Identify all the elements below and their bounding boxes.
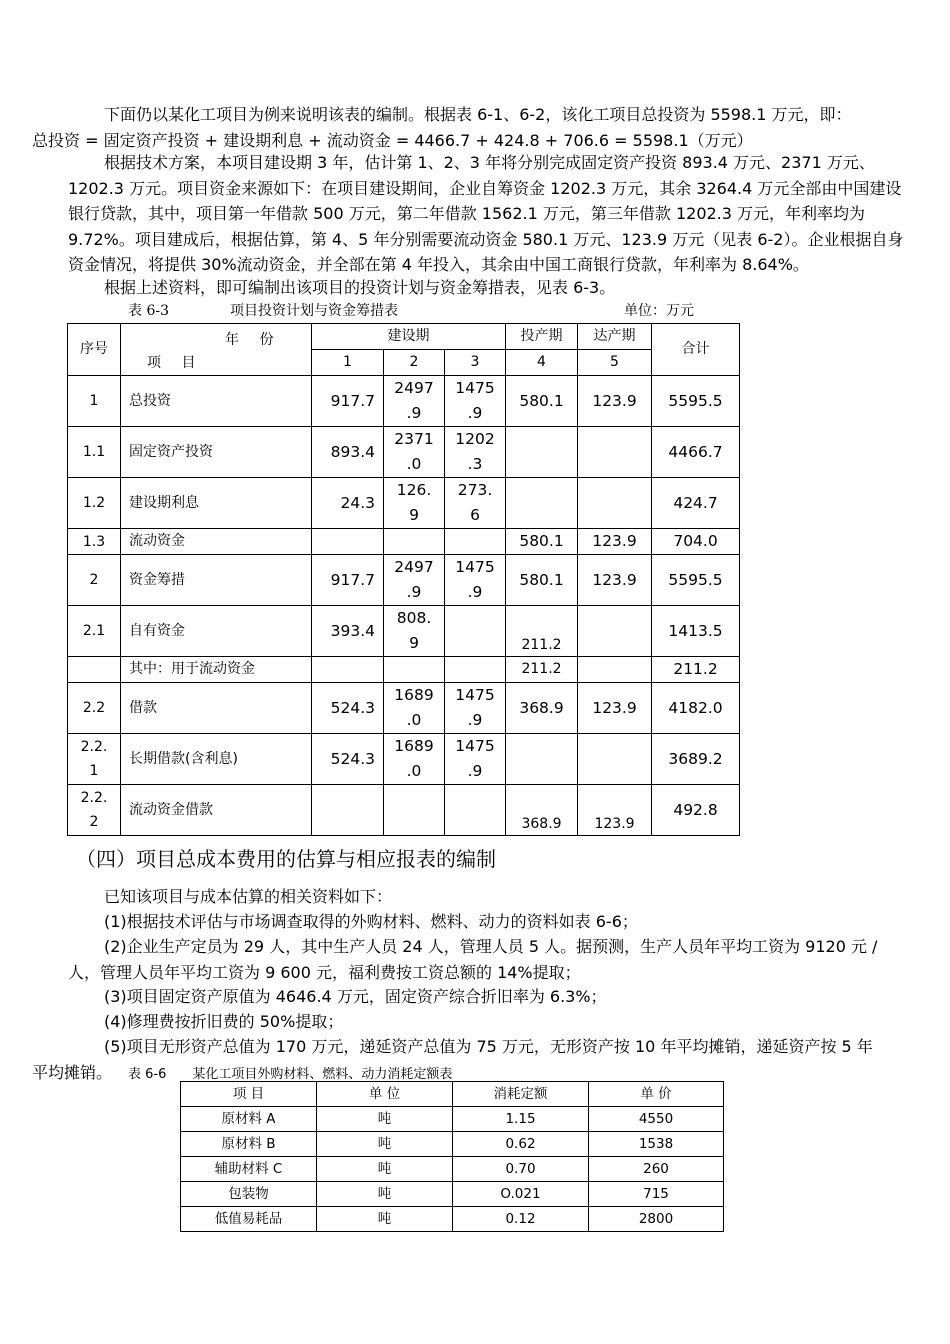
cell-y4: 368.9 [506,785,578,836]
section-item-1: (1)根据技术评估与市场调查取得的外购材料、燃料、动力的资料如表 6-6； [104,912,638,931]
cell-y2: 2497 .9 [384,376,445,427]
section-item-5: (5)项目无形资产总值为 170 万元，递延资产总值为 75 万元，无形资产按 10 年平均摊销，递延资产按 5 年 平均摊销。 表 6-6 某化工项目外购材料、燃料、动力消耗定额表 [32,1037,873,1082]
row-seq [68,657,121,683]
table-row [181,1132,724,1157]
header-diagonal [121,324,312,376]
cell-y4 [506,734,578,785]
header-year: 年 份 [225,332,282,348]
cell-item: 包装物 [181,1182,317,1207]
cell-y5 [578,427,652,478]
cell-y2: 126. 9 [384,478,445,529]
cell-total: 211.2 [652,657,740,683]
cell-y5 [578,657,652,683]
cell-y1: 524.3 [312,683,384,734]
table63-caption-unit: 单位：万元 [624,303,694,319]
table-row [68,785,740,836]
row-seq: 2 [68,555,121,606]
cell-quota: 0.12 [453,1207,589,1232]
cell-unit: 吨 [317,1132,453,1157]
paragraph-technical-plan: 根据技术方案，本项目建设期 3 年，估计第 1、2、3 年将分别完成固定资产投资 893.4 万元、2371 万元、1202.3 万元。项目资金来源如下：在项目建设期间，企业自筹资金 1202.3 万元，其余 3264.4 万元全部由中国建设银行贷款，其中，项目第一年借款 500 万元，第二年借款 1562.1 万元，第三年借款 1202.3 万元，年利率均为 9.72%。项目建成后，根据估算，第 4、5 年分别需要流动资金 580.1 万元、123.9 万元（见表 6-2）。企业根据自身资金情况，将提供 30%流动资金，并全部在第 4 年投入，其余由中国工商银行贷款，年利率为 8.64%。 [68,153,904,274]
cell-total: 3689.2 [652,734,740,785]
cell-y3 [445,606,506,657]
header-startup: 投产期 [506,324,578,350]
row-seq: 2.2 [68,683,121,734]
row-item: 长期借款(含利息) [121,734,312,785]
cell-y3 [445,785,506,836]
section-intro: 已知该项目与成本估算的相关资料如下： [104,887,393,906]
row-item: 固定资产投资 [121,427,312,478]
cell-y3 [445,529,506,555]
material-consumption-table [180,1081,724,1232]
header-year-5: 5 [578,350,652,376]
intro-line-1: 下面仍以某化工项目为例来说明该表的编制。根据表 6-1、6-2，该化工项目总投资为 5598.1 万元，即： [104,105,852,124]
cell-item: 原材料 A [181,1107,317,1132]
header-total: 合计 [652,324,740,376]
cell-unit: 吨 [317,1207,453,1232]
cell-total: 5595.5 [652,376,740,427]
table-row [68,555,740,606]
table-row [181,1157,724,1182]
cell-y4: 580.1 [506,555,578,606]
section-item-2: (2)企业生产定员为 29 人，其中生产人员 24 人，管理人员 5 人。据预测，生产人员年平均工资为 9120 元 / 人，管理人员年平均工资为 9 600 元，福利费按工资总额的 14%提取； [68,937,878,982]
cell-price: 1538 [589,1132,724,1157]
row-item: 其中：用于流动资金 [121,657,312,683]
section-item-4: (4)修理费按折旧费的 50%提取； [104,1012,344,1031]
table-row [68,478,740,529]
section-item-3: (3)项目固定资产原值为 4646.4 万元，固定资产综合折旧率为 6.3%； [104,987,607,1006]
header-quota: 消耗定额 [453,1082,589,1107]
table-row [68,606,740,657]
cell-price: 4550 [589,1107,724,1132]
table-row [68,529,740,555]
cell-price: 2800 [589,1207,724,1232]
cell-y5: 123.9 [578,555,652,606]
cell-total: 492.8 [652,785,740,836]
header-construction: 建设期 [312,324,506,350]
cell-quota: 1.15 [453,1107,589,1132]
cell-y5 [578,606,652,657]
header-item: 项 目 [181,1082,317,1107]
cell-y4 [506,427,578,478]
cell-y2 [384,529,445,555]
cell-unit: 吨 [317,1157,453,1182]
header-year-1: 1 [312,350,384,376]
row-item: 借款 [121,683,312,734]
header-full: 达产期 [578,324,652,350]
row-item: 流动资金借款 [121,785,312,836]
table-row [68,683,740,734]
cell-y2 [384,785,445,836]
row-item: 总投资 [121,376,312,427]
row-seq: 1.2 [68,478,121,529]
table-row [68,376,740,427]
cell-y1: 393.4 [312,606,384,657]
cell-total: 424.7 [652,478,740,529]
row-item: 流动资金 [121,529,312,555]
cell-y4: 211.2 [506,657,578,683]
cell-y5 [578,478,652,529]
table-row [68,427,740,478]
cell-total: 4182.0 [652,683,740,734]
row-seq: 2.2. 2 [68,785,121,836]
table-row [181,1182,724,1207]
cell-quota: 0.70 [453,1157,589,1182]
section-heading: （四）项目总成本费用的估算与相应报表的编制 [76,847,496,871]
table63-caption-number: 表 6-3 [128,303,169,319]
cell-y5: 123.9 [578,376,652,427]
cell-price: 260 [589,1157,724,1182]
cell-y1: 917.7 [312,555,384,606]
table-row [68,657,740,683]
cell-y1 [312,785,384,836]
cell-y1 [312,529,384,555]
cell-y5: 123.9 [578,785,652,836]
cell-y5 [578,734,652,785]
cell-y1: 24.3 [312,478,384,529]
cell-y4: 580.1 [506,376,578,427]
cell-y5: 123.9 [578,683,652,734]
cell-y3: 1475 .9 [445,376,506,427]
cell-y2: 1689 .0 [384,683,445,734]
row-seq: 1.3 [68,529,121,555]
cell-y3: 1202 .3 [445,427,506,478]
cell-quota: O.021 [453,1182,589,1207]
investment-funding-table [67,323,740,836]
cell-item: 辅助材料 C [181,1157,317,1182]
cell-unit: 吨 [317,1182,453,1207]
cell-y3: 1475 .9 [445,734,506,785]
table66-caption: 表 6-6 某化工项目外购材料、燃料、动力消耗定额表 [128,1066,453,1082]
cell-y1: 917.7 [312,376,384,427]
cell-y3: 273. 6 [445,478,506,529]
row-item: 资金筹措 [121,555,312,606]
intro-formula: 总投资 = 固定资产投资 + 建设期利息 + 流动资金 = 4466.7 + 424.8 + 706.6 = 5598.1（万元） [32,130,753,150]
header-item: 项 目 [147,355,204,371]
cell-y2: 2371 .0 [384,427,445,478]
row-seq: 2.1 [68,606,121,657]
table-row [181,1207,724,1232]
header-year-2: 2 [384,350,445,376]
cell-y5: 123.9 [578,529,652,555]
cell-y3: 1475 .9 [445,555,506,606]
table-row [68,734,740,785]
row-seq: 1.1 [68,427,121,478]
table63-caption-title: 项目投资计划与资金筹措表 [230,303,398,319]
table-header-row [68,324,740,350]
cell-y4: 580.1 [506,529,578,555]
cell-item: 原材料 B [181,1132,317,1157]
cell-unit: 吨 [317,1107,453,1132]
cell-total: 5595.5 [652,555,740,606]
cell-total: 704.0 [652,529,740,555]
table-row [181,1107,724,1132]
cell-y4 [506,478,578,529]
cell-item: 低值易耗品 [181,1207,317,1232]
cell-y1: 893.4 [312,427,384,478]
cell-y3: 1475 .9 [445,683,506,734]
cell-y2 [384,657,445,683]
paragraph-intro [32,102,910,153]
cell-total: 1413.5 [652,606,740,657]
header-year-3: 3 [445,350,506,376]
cell-quota: 0.62 [453,1132,589,1157]
row-seq: 2.2. 1 [68,734,121,785]
cell-y2: 2497 .9 [384,555,445,606]
cell-y4: 368.9 [506,683,578,734]
header-price: 单 价 [589,1082,724,1107]
cell-y3 [445,657,506,683]
cell-y4: 211.2 [506,606,578,657]
row-item: 自有资金 [121,606,312,657]
cell-y2: 808. 9 [384,606,445,657]
header-seq: 序号 [68,324,121,376]
paragraph-reference: 根据上述资料，即可编制出该项目的投资计划与资金筹措表，见表 6-3。 [104,278,616,297]
header-year-4: 4 [506,350,578,376]
table-header-row [181,1082,724,1107]
header-unit: 单 位 [317,1082,453,1107]
row-item: 建设期利息 [121,478,312,529]
cell-y1: 524.3 [312,734,384,785]
cell-y1 [312,657,384,683]
row-seq: 1 [68,376,121,427]
cell-y2: 1689 .0 [384,734,445,785]
cell-price: 715 [589,1182,724,1207]
cell-total: 4466.7 [652,427,740,478]
